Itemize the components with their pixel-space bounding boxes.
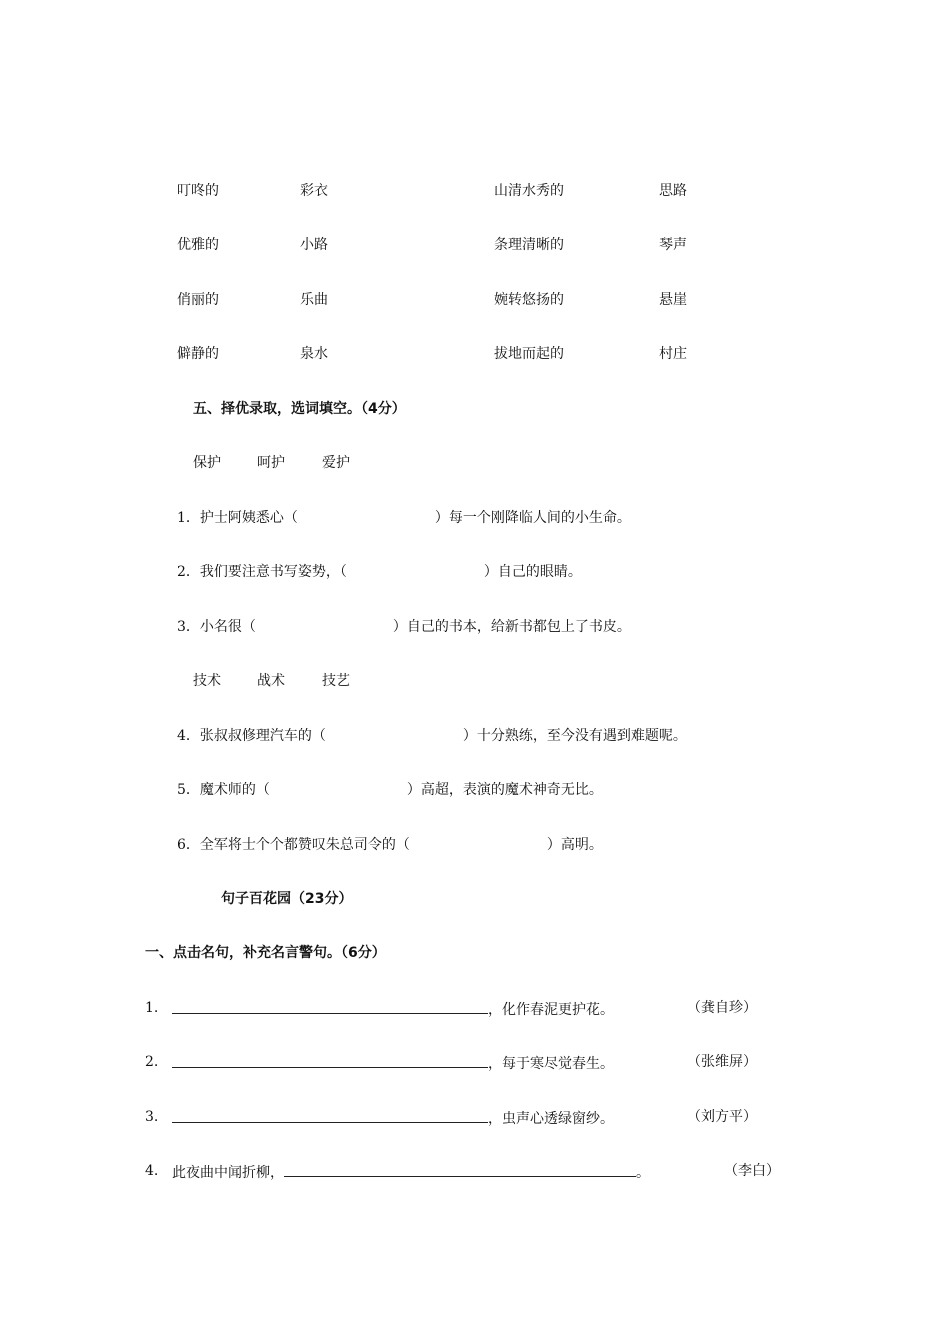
quote-author: （李白）: [724, 1163, 780, 1179]
match-right-noun: 悬崖: [659, 292, 687, 308]
match-left-noun: 彩衣: [300, 183, 328, 199]
item-before: 全军将士个个都赞叹朱总司令的（: [199, 837, 410, 853]
match-right-noun: 琴声: [659, 237, 687, 253]
item-after: 自己的书本，给新书都包上了书皮。: [406, 619, 631, 635]
item-number: 2．: [177, 564, 200, 580]
quote-tail: 。: [636, 1165, 650, 1181]
match-right-adj: 条理清晰的: [494, 237, 564, 253]
word-bank-word: 技艺: [322, 673, 350, 689]
word-bank-word: 爱护: [322, 455, 350, 471]
quote-line: [172, 1108, 614, 1128]
fill-item: [177, 836, 603, 854]
quote-lead: 此夜曲中闻折柳，: [172, 1165, 284, 1181]
quote-author: （龚自珍）: [687, 1000, 757, 1016]
match-right-adj: 婉转悠扬的: [494, 292, 564, 308]
sentence-sub-title: 一、点击名句，补充名言警句。（6分）: [145, 945, 386, 961]
item-after: 高明。: [560, 837, 603, 853]
fill-item: [177, 618, 631, 636]
answer-line[interactable]: [172, 1053, 488, 1068]
item-after: 高超，表演的魔术神奇无比。: [420, 782, 603, 798]
match-left-adj: 俏丽的: [177, 292, 219, 308]
word-bank-word: 呵护: [257, 455, 285, 471]
item-number: 3．: [177, 619, 200, 635]
item-before: 小名很（: [199, 619, 256, 635]
quote-author: （刘方平）: [687, 1109, 757, 1125]
quote-line: [172, 1053, 614, 1073]
item-after: 十分熟练，至今没有遇到难题呢。: [476, 728, 687, 744]
item-close-paren: ）: [392, 619, 407, 635]
quote-line: [172, 999, 614, 1019]
word-bank-word: 技术: [193, 673, 221, 689]
quote-line: [172, 1162, 650, 1182]
item-number: 4.: [145, 1163, 159, 1179]
match-right-adj: 拔地而起的: [494, 346, 564, 362]
quote-text: ，每于寒尽觉春生。: [488, 1056, 614, 1072]
item-number: 6．: [177, 837, 200, 853]
quote-text: ，化作春泥更护花。: [488, 1002, 614, 1018]
match-left-noun: 乐曲: [300, 292, 328, 308]
item-number: 2.: [145, 1054, 159, 1070]
item-close-paren: ）: [483, 564, 498, 580]
fill-item: [177, 781, 603, 799]
match-right-noun: 村庄: [659, 346, 687, 362]
word-bank-word: 战术: [257, 673, 285, 689]
sentence-section-title: 句子百花园（23分）: [221, 891, 353, 907]
answer-line[interactable]: [172, 999, 488, 1014]
item-number: 1.: [145, 1000, 159, 1016]
item-after: 自己的眼睛。: [497, 564, 582, 580]
answer-line[interactable]: [172, 1108, 488, 1123]
match-left-adj: 僻静的: [177, 346, 219, 362]
item-before: 魔术师的（: [199, 782, 270, 798]
match-right-noun: 思路: [659, 183, 687, 199]
item-number: 3.: [145, 1109, 159, 1125]
item-before: 护士阿姨悉心（: [199, 510, 298, 526]
word-bank-word: 保护: [193, 455, 221, 471]
item-before: 我们要注意书写姿势，（: [199, 564, 347, 580]
quote-author: （张维屏）: [687, 1054, 757, 1070]
section-5-title: 五、择优录取，选词填空。（4分）: [193, 401, 406, 417]
fill-item: [177, 727, 687, 745]
match-left-adj: 叮咚的: [177, 183, 219, 199]
item-number: 5．: [177, 782, 200, 798]
item-close-paren: ）: [434, 510, 449, 526]
match-left-noun: 泉水: [300, 346, 328, 362]
match-right-adj: 山清水秀的: [494, 183, 564, 199]
match-left-noun: 小路: [300, 237, 328, 253]
match-left-adj: 优雅的: [177, 237, 219, 253]
quote-text: ，虫声心透绿窗纱。: [488, 1111, 614, 1127]
fill-item: [177, 563, 582, 581]
answer-line[interactable]: [284, 1162, 636, 1177]
item-number: 1．: [177, 510, 200, 526]
fill-item: [177, 509, 631, 527]
item-close-paren: ）: [406, 782, 421, 798]
item-after: 每一个刚降临人间的小生命。: [448, 510, 631, 526]
item-number: 4．: [177, 728, 200, 744]
item-close-paren: ）: [462, 728, 477, 744]
item-close-paren: ）: [546, 837, 561, 853]
item-before: 张叔叔修理汽车的（: [199, 728, 326, 744]
